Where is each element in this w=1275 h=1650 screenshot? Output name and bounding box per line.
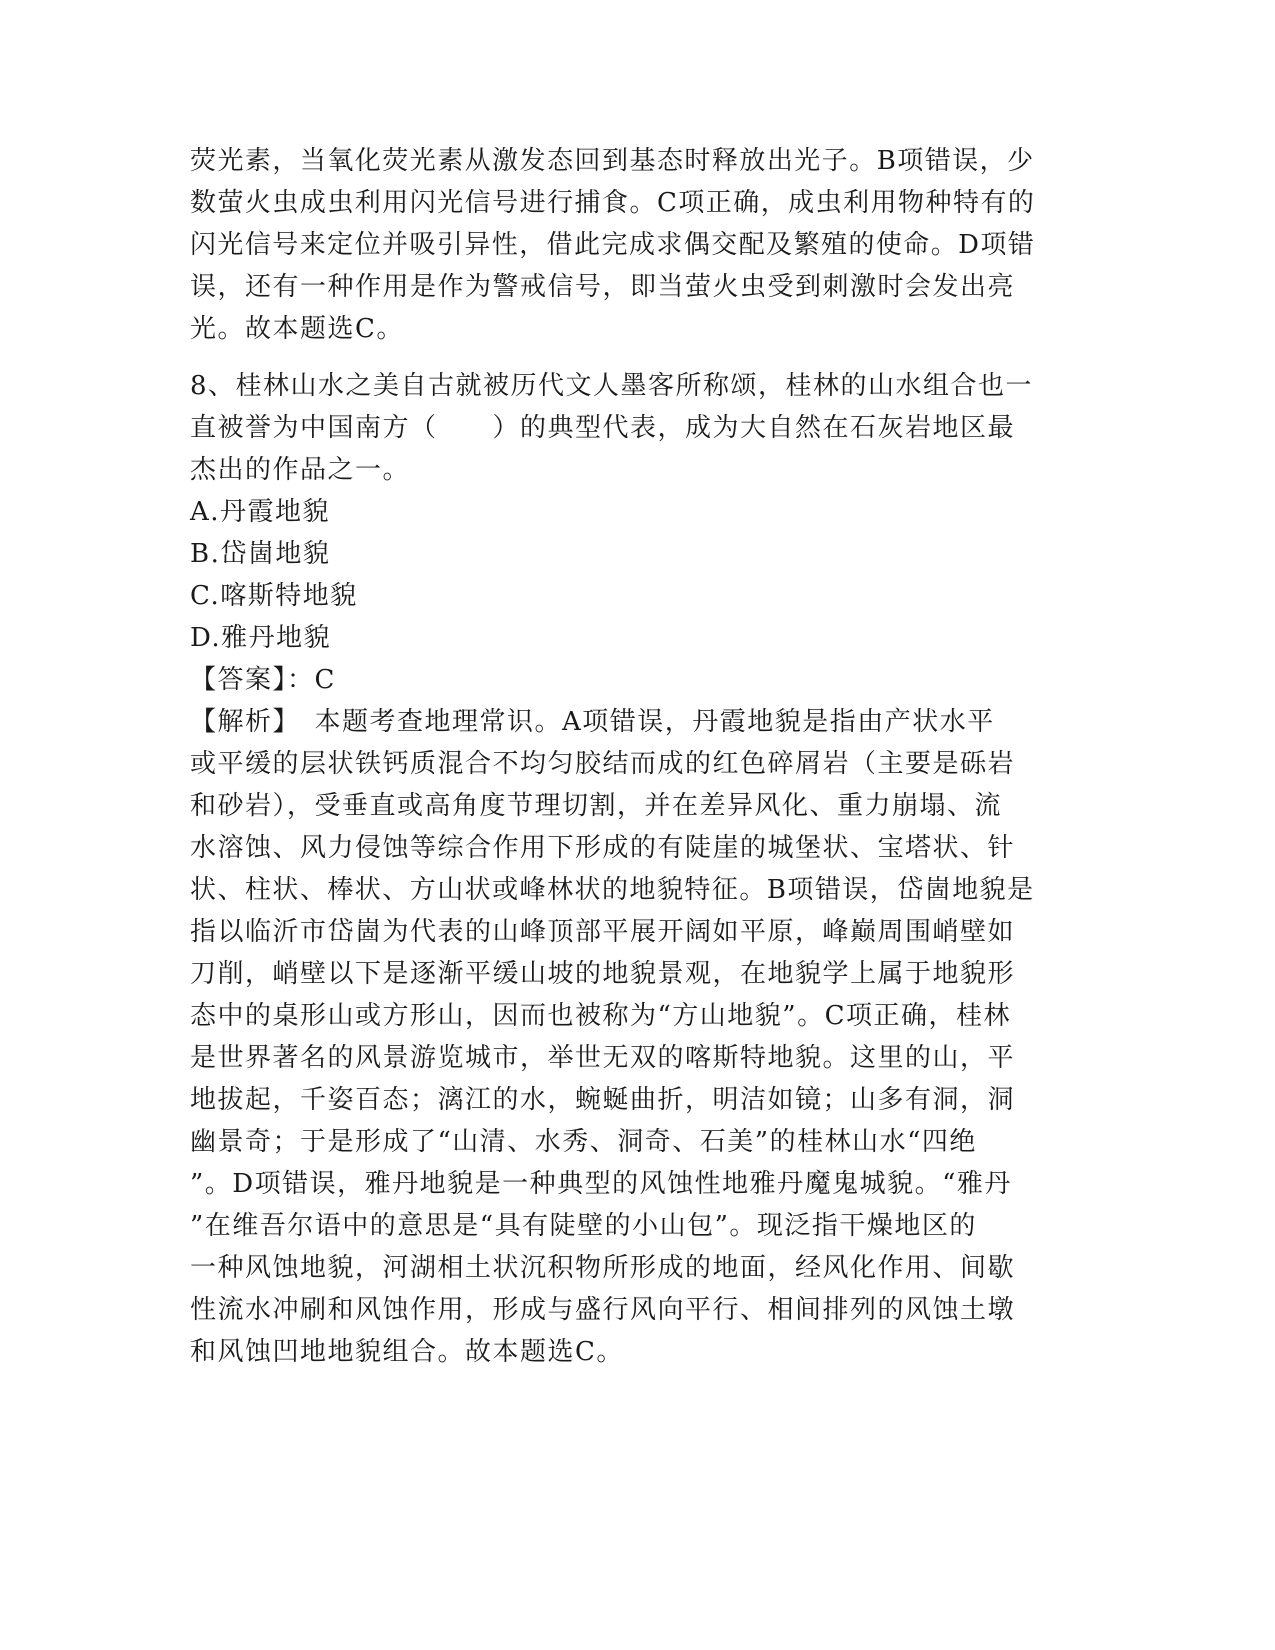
explanation-line: 态中的桌形山或方形山，因而也被称为“方山地貌”。C项正确，桂林	[190, 1001, 1011, 1031]
explanation-line: 刀削，峭壁以下是逐渐平缓山坡的地貌景观，在地貌学上属于地貌形	[190, 959, 1016, 989]
option-b: B.岱崮地貌	[190, 539, 331, 569]
prev-explanation-line: 荧光素，当氧化荧光素从激发态回到基态时释放出光子。B项错误，少	[190, 146, 1035, 176]
answer-line: 【答案】：C	[190, 665, 336, 695]
prev-explanation-line: 误，还有一种作用是作为警戒信号，即当萤火虫受到刺激时会发出亮	[190, 272, 1016, 302]
explanation-line: 地拔起，千姿百态；漓江的水，蜿蜒曲折，明洁如镜；山多有洞，洞	[190, 1085, 1016, 1115]
explanation-line: 性流水冲刷和风蚀作用，形成与盛行风向平行、相间排列的风蚀土墩	[190, 1295, 1016, 1325]
explanation-line: 和风蚀凹地地貌组合。故本题选C。	[190, 1337, 624, 1367]
explanation-line: 是世界著名的风景游览城市，举世无双的喀斯特地貌。这里的山，平	[190, 1043, 1016, 1073]
explanation-line: 或平缓的层状铁钙质混合不均匀胶结而成的红色碎屑岩（主要是砾岩	[190, 749, 1016, 779]
option-d: D.雅丹地貌	[190, 623, 332, 653]
prev-explanation-line: 闪光信号来定位并吸引异性，借此完成求偶交配及繁殖的使命。D项错	[190, 230, 1036, 260]
prev-explanation-line: 光。故本题选C。	[190, 314, 404, 344]
explanation-line: 状、柱状、棒状、方山状或峰林状的地貌特征。B项错误，岱崮地貌是	[190, 875, 1035, 905]
question-stem-line: 8、桂林山水之美自古就被历代文人墨客所称颂，桂林的山水组合也一	[190, 371, 1034, 401]
prev-explanation-line: 数萤火虫成虫利用闪光信号进行捕食。C项正确，成虫利用物种特有的	[190, 188, 1036, 218]
explanation-line: 幽景奇；于是形成了“山清、水秀、洞奇、石美”的桂林山水“四绝	[190, 1127, 977, 1157]
explanation-line: 指以临沂市岱崮为代表的山峰顶部平展开阔如平原，峰巅周围峭壁如	[190, 917, 1016, 947]
question-stem-line: 直被誉为中国南方（ ）的典型代表，成为大自然在石灰岩地区最	[190, 413, 1016, 443]
explanation-line: ”在维吾尔语中的意思是“具有陡壁的小山包”。现泛指干燥地区的	[190, 1211, 977, 1241]
option-c: C.喀斯特地貌	[190, 581, 358, 611]
explanation-line: 和砂岩），受垂直或高角度节理切割，并在差异风化、重力崩塌、流	[190, 791, 1003, 821]
explanation-line: 一种风蚀地貌，河湖相土状沉积物所形成的地面，经风化作用、间歇	[190, 1253, 1016, 1283]
explanation-line: 水溶蚀、风力侵蚀等综合作用下形成的有陡崖的城堡状、宝塔状、针	[190, 833, 1016, 863]
explanation-line: 【解析】 本题考查地理常识。A项错误，丹霞地貌是指由产状水平	[190, 707, 995, 737]
question-stem-line: 杰出的作品之一。	[190, 455, 411, 485]
option-a: A.丹霞地貌	[190, 497, 331, 527]
explanation-line: ”。D项错误，雅丹地貌是一种典型的风蚀性地雅丹魔鬼城貌。“雅丹	[190, 1169, 1012, 1199]
